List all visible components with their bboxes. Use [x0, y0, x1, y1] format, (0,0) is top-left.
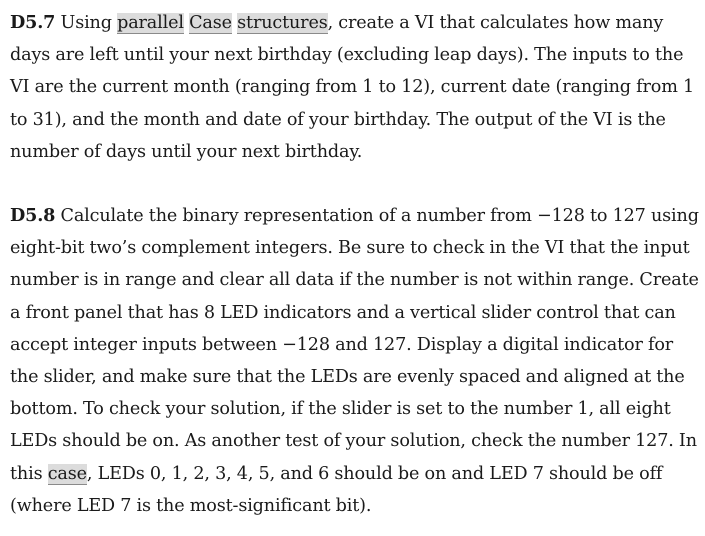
problem-d5-7 — [10, 7, 700, 168]
highlighted-term[interactable]: case — [47, 463, 87, 484]
text-segment: , create a VI that calculates how many days are left until your next birthday (excluding leap days). The inputs to the VI are the current month (ranging from 1 to 12), current date (ranging from 1 to 31), and the month and date of your birthday. The output of the VI is the number of days until your next birthday. — [10, 13, 695, 162]
highlighted-term[interactable]: structures — [237, 13, 328, 33]
highlighted-term[interactable]: parallel — [117, 13, 184, 33]
problem-id: D5.7 — [10, 12, 56, 33]
problem-d5-8 — [10, 200, 700, 522]
problem-id: D5.8 — [10, 205, 56, 227]
document-page — [10, 7, 700, 522]
text-segment: Calculate the binary representation of a number from −128 to 127 using eight-bit two’s complement integers. Be sure to check in the VI that the input number is in range and clear all data if the number is not within range. Create a front panel that has 8 LED indicators and a vertical slider control that can accept integer inputs between −128 and 127. Display a digital indicator for the slider, and make sure that the LEDs are evenly spaced and aligned at the bottom. To check your solution, if the slider is set to the number 1, all eight LEDs should be on. As another test of your solution, check the number 127. In this — [10, 206, 699, 484]
text-segment: , LEDs 0, 1, 2, 3, 4, 5, and 6 should be on and LED 7 should be off (where LED 7 is the most-significant bit). — [10, 463, 663, 516]
highlighted-term[interactable]: Case — [189, 13, 232, 33]
text-segment: Using — [55, 13, 118, 33]
